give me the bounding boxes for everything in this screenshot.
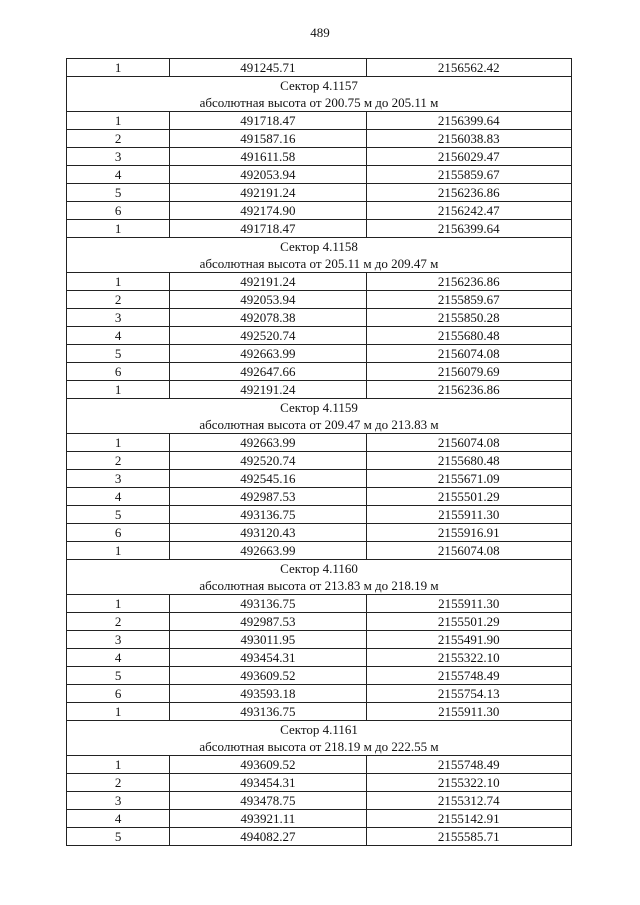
x-coordinate: 492053.94 (170, 291, 366, 309)
table-row (67, 792, 572, 810)
table-row (67, 649, 572, 667)
point-number: 4 (67, 166, 170, 184)
table-row (67, 452, 572, 470)
x-coordinate: 492078.38 (170, 309, 366, 327)
x-coordinate: 492520.74 (170, 452, 366, 470)
table-row (67, 166, 572, 184)
x-coordinate: 492053.94 (170, 166, 366, 184)
x-coordinate: 492191.24 (170, 184, 366, 202)
table-row (67, 184, 572, 202)
point-number: 5 (67, 828, 170, 846)
table-row (67, 756, 572, 774)
sector-title: Сектор 4.1158 (67, 238, 572, 256)
point-number: 3 (67, 792, 170, 810)
point-number: 1 (67, 542, 170, 560)
point-number: 5 (67, 667, 170, 685)
table-row (67, 202, 572, 220)
y-coordinate: 2155911.30 (366, 506, 571, 524)
page-number: 489 (310, 25, 330, 40)
table-row (67, 774, 572, 792)
table-row (67, 345, 572, 363)
y-coordinate: 2156074.08 (366, 345, 571, 363)
point-number: 5 (67, 184, 170, 202)
point-number: 6 (67, 202, 170, 220)
table-row (67, 273, 572, 291)
point-number: 1 (67, 59, 170, 77)
y-coordinate: 2155680.48 (366, 327, 571, 345)
sector-header-row (67, 238, 572, 256)
point-number: 6 (67, 363, 170, 381)
y-coordinate: 2156236.86 (366, 381, 571, 399)
y-coordinate: 2155312.74 (366, 792, 571, 810)
sector-title: Сектор 4.1157 (67, 77, 572, 95)
point-number: 1 (67, 220, 170, 238)
table-row (67, 130, 572, 148)
x-coordinate: 492663.99 (170, 345, 366, 363)
point-number: 1 (67, 595, 170, 613)
table-row (67, 148, 572, 166)
y-coordinate: 2155911.30 (366, 703, 571, 721)
point-number: 3 (67, 631, 170, 649)
x-coordinate: 493136.75 (170, 506, 366, 524)
table-row (67, 631, 572, 649)
x-coordinate: 492647.66 (170, 363, 366, 381)
table-row (67, 434, 572, 452)
y-coordinate: 2155911.30 (366, 595, 571, 613)
y-coordinate: 2155322.10 (366, 774, 571, 792)
x-coordinate: 493011.95 (170, 631, 366, 649)
table-row (67, 363, 572, 381)
sector-altitude: абсолютная высота от 205.11 м до 209.47 м (67, 255, 572, 273)
point-number: 3 (67, 309, 170, 327)
y-coordinate: 2155748.49 (366, 667, 571, 685)
x-coordinate: 491718.47 (170, 112, 366, 130)
point-number: 2 (67, 130, 170, 148)
point-number: 6 (67, 685, 170, 703)
table-row (67, 685, 572, 703)
point-number: 3 (67, 148, 170, 166)
point-number: 2 (67, 774, 170, 792)
point-number: 1 (67, 756, 170, 774)
x-coordinate: 492663.99 (170, 434, 366, 452)
sector-altitude: абсолютная высота от 209.47 м до 213.83 м (67, 416, 572, 434)
y-coordinate: 2155322.10 (366, 649, 571, 667)
sector-altitude-row (67, 577, 572, 595)
sector-header-row (67, 560, 572, 578)
y-coordinate: 2156242.47 (366, 202, 571, 220)
y-coordinate: 2155680.48 (366, 452, 571, 470)
y-coordinate: 2156074.08 (366, 434, 571, 452)
table-row (67, 59, 572, 77)
table-row (67, 291, 572, 309)
x-coordinate: 492520.74 (170, 327, 366, 345)
y-coordinate: 2155850.28 (366, 309, 571, 327)
sector-altitude: абсолютная высота от 200.75 м до 205.11 м (67, 94, 572, 112)
sector-header-row (67, 77, 572, 95)
table-row (67, 381, 572, 399)
x-coordinate: 493454.31 (170, 774, 366, 792)
y-coordinate: 2156074.08 (366, 542, 571, 560)
y-coordinate: 2155142.91 (366, 810, 571, 828)
x-coordinate: 491245.71 (170, 59, 366, 77)
y-coordinate: 2155501.29 (366, 613, 571, 631)
point-number: 3 (67, 470, 170, 488)
x-coordinate: 494082.27 (170, 828, 366, 846)
point-number: 1 (67, 112, 170, 130)
point-number: 2 (67, 291, 170, 309)
point-number: 4 (67, 649, 170, 667)
x-coordinate: 493454.31 (170, 649, 366, 667)
point-number: 1 (67, 434, 170, 452)
table-row (67, 470, 572, 488)
x-coordinate: 492987.53 (170, 488, 366, 506)
y-coordinate: 2156399.64 (366, 112, 571, 130)
table-row (67, 327, 572, 345)
sector-title: Сектор 4.1159 (67, 399, 572, 417)
x-coordinate: 493921.11 (170, 810, 366, 828)
table-row (67, 488, 572, 506)
sector-altitude-row (67, 416, 572, 434)
table-row (67, 703, 572, 721)
x-coordinate: 492545.16 (170, 470, 366, 488)
point-number: 2 (67, 613, 170, 631)
table-row (67, 220, 572, 238)
y-coordinate: 2155671.09 (366, 470, 571, 488)
x-coordinate: 492663.99 (170, 542, 366, 560)
y-coordinate: 2155501.29 (366, 488, 571, 506)
y-coordinate: 2156029.47 (366, 148, 571, 166)
point-number: 2 (67, 452, 170, 470)
y-coordinate: 2156236.86 (366, 273, 571, 291)
y-coordinate: 2155491.90 (366, 631, 571, 649)
x-coordinate: 492987.53 (170, 613, 366, 631)
point-number: 1 (67, 703, 170, 721)
table-row (67, 667, 572, 685)
y-coordinate: 2156236.86 (366, 184, 571, 202)
x-coordinate: 493120.43 (170, 524, 366, 542)
x-coordinate: 492174.90 (170, 202, 366, 220)
point-number: 1 (67, 273, 170, 291)
table-row (67, 595, 572, 613)
table-row (67, 112, 572, 130)
table-row (67, 506, 572, 524)
table-row (67, 524, 572, 542)
sector-title: Сектор 4.1161 (67, 721, 572, 739)
x-coordinate: 493478.75 (170, 792, 366, 810)
table-row (67, 613, 572, 631)
x-coordinate: 493609.52 (170, 756, 366, 774)
table-row (67, 828, 572, 846)
point-number: 6 (67, 524, 170, 542)
y-coordinate: 2155859.67 (366, 166, 571, 184)
sector-title: Сектор 4.1160 (67, 560, 572, 578)
sector-altitude: абсолютная высота от 218.19 м до 222.55 м (67, 738, 572, 756)
sector-header-row (67, 399, 572, 417)
x-coordinate: 492191.24 (170, 273, 366, 291)
x-coordinate: 493136.75 (170, 703, 366, 721)
table-row (67, 810, 572, 828)
x-coordinate: 491587.16 (170, 130, 366, 148)
y-coordinate: 2155585.71 (366, 828, 571, 846)
table-row (67, 309, 572, 327)
y-coordinate: 2155754.13 (366, 685, 571, 703)
x-coordinate: 493136.75 (170, 595, 366, 613)
table-row (67, 542, 572, 560)
y-coordinate: 2156079.69 (366, 363, 571, 381)
y-coordinate: 2156038.83 (366, 130, 571, 148)
sector-header-row (67, 721, 572, 739)
point-number: 4 (67, 488, 170, 506)
point-number: 1 (67, 381, 170, 399)
x-coordinate: 491718.47 (170, 220, 366, 238)
sector-altitude-row (67, 738, 572, 756)
point-number: 5 (67, 506, 170, 524)
coordinates-table (66, 58, 572, 846)
x-coordinate: 492191.24 (170, 381, 366, 399)
x-coordinate: 493593.18 (170, 685, 366, 703)
point-number: 5 (67, 345, 170, 363)
x-coordinate: 493609.52 (170, 667, 366, 685)
y-coordinate: 2155916.91 (366, 524, 571, 542)
x-coordinate: 491611.58 (170, 148, 366, 166)
sector-altitude: абсолютная высота от 213.83 м до 218.19 м (67, 577, 572, 595)
sector-altitude-row (67, 255, 572, 273)
y-coordinate: 2155859.67 (366, 291, 571, 309)
y-coordinate: 2155748.49 (366, 756, 571, 774)
point-number: 4 (67, 810, 170, 828)
y-coordinate: 2156562.42 (366, 59, 571, 77)
y-coordinate: 2156399.64 (366, 220, 571, 238)
point-number: 4 (67, 327, 170, 345)
sector-altitude-row (67, 94, 572, 112)
